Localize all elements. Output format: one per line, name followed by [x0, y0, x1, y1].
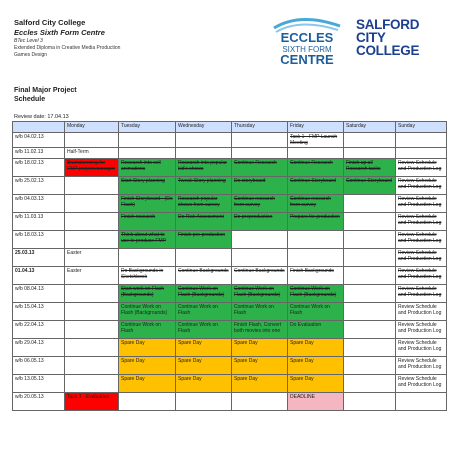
- schedule-cell: [176, 148, 232, 159]
- schedule-cell: Spare Day: [119, 357, 176, 375]
- schedule-cell: [65, 213, 119, 231]
- schedule-cell: Continue Work on Flash (Backgrounds): [119, 303, 176, 321]
- column-header: Thursday: [232, 122, 288, 133]
- schedule-cell: Spare Day: [119, 339, 176, 357]
- schedule-cell: [344, 303, 396, 321]
- week-cell: w/b 13.05.13: [13, 375, 65, 393]
- salford-logo-line3: COLLEGE: [356, 43, 420, 58]
- schedule-cell: Think about what to use to produce FMP: [119, 231, 176, 249]
- schedule-cell: Research popular shows from survey: [176, 195, 232, 213]
- schedule-cell: [176, 393, 232, 411]
- schedule-cell: [119, 148, 176, 159]
- schedule-table: [12, 121, 447, 411]
- schedule-cell: Review Schedule and Production Log: [396, 303, 447, 321]
- schedule-cell: [232, 393, 288, 411]
- unit-name: Games Design: [14, 52, 48, 58]
- schedule-cell: Continue Work on Flash (Backgrounds): [232, 285, 288, 303]
- schedule-cell: Continue Work on Flash (Backgrounds): [288, 285, 344, 303]
- schedule-cell: [344, 249, 396, 267]
- schedule-cell: [344, 339, 396, 357]
- schedule-cell: Continue Work on Flash: [176, 303, 232, 321]
- table-row: [13, 195, 447, 213]
- schedule-cell: Review Schedule and Production Log: [396, 213, 447, 231]
- schedule-cell: [288, 249, 344, 267]
- schedule-cell: Tweak Story planning: [176, 177, 232, 195]
- schedule-cell: Do Backgrounds in Sketchbook: [119, 267, 176, 285]
- table-row: [13, 321, 447, 339]
- schedule-cell: Spare Day: [288, 375, 344, 393]
- schedule-cell: Do storyboard: [232, 177, 288, 195]
- schedule-cell: [65, 231, 119, 249]
- schedule-cell: [65, 285, 119, 303]
- schedule-cell: [65, 177, 119, 195]
- schedule-cell: Spare Day: [232, 375, 288, 393]
- week-cell: w/b 11.02.13: [13, 148, 65, 159]
- schedule-cell: [344, 321, 396, 339]
- schedule-cell: Finish research: [119, 213, 176, 231]
- eccles-logo-text: SIXTH FORM: [282, 45, 332, 54]
- table-row: [13, 249, 447, 267]
- table-row: [13, 231, 447, 249]
- schedule-cell: [119, 393, 176, 411]
- project-subtitle: Schedule: [14, 96, 46, 103]
- schedule-cell: Spare Day: [288, 339, 344, 357]
- schedule-cell: Brainstorming for FMP project manager: [65, 159, 119, 177]
- salford-logo: [356, 18, 446, 66]
- schedule-cell: [344, 357, 396, 375]
- schedule-cell: [65, 321, 119, 339]
- schedule-cell: [344, 195, 396, 213]
- schedule-cell: Spare Day: [176, 375, 232, 393]
- schedule-cell: Spare Day: [119, 375, 176, 393]
- schedule-cell: [65, 375, 119, 393]
- week-cell: w/b 18.02.13: [13, 159, 65, 177]
- schedule-cell: [344, 133, 396, 148]
- schedule-cell: Review Schedule and Production Log: [396, 231, 447, 249]
- week-cell: 01.04.13: [13, 267, 65, 285]
- column-header: Sunday: [396, 122, 447, 133]
- schedule-cell: Finish Flash, Convert both movies into one: [232, 321, 288, 339]
- schedule-cell: [176, 249, 232, 267]
- schedule-cell: Do preproduction: [232, 213, 288, 231]
- schedule-cell: [65, 357, 119, 375]
- schedule-cell: [65, 133, 119, 148]
- schedule-cell: [65, 303, 119, 321]
- schedule-cell: Review Schedule and Production Log: [396, 357, 447, 375]
- column-header: Wednesday: [176, 122, 232, 133]
- column-header: [13, 122, 65, 133]
- schedule-cell: Review Schedule and Production Log: [396, 195, 447, 213]
- schedule-cell: Task 1 - FMP Launch Meeting: [288, 133, 344, 148]
- schedule-cell: Continue research from survey: [288, 195, 344, 213]
- college-name: Salford City College: [14, 18, 86, 27]
- schedule-cell: Review Schedule and Production Log: [396, 159, 447, 177]
- schedule-cell: Spare Day: [288, 357, 344, 375]
- schedule-cell: Continue Backgrounds: [232, 267, 288, 285]
- schedule-cell: [396, 133, 447, 148]
- table-row: [13, 213, 447, 231]
- schedule-cell: [119, 133, 176, 148]
- schedule-cell: [232, 231, 288, 249]
- column-header: Friday: [288, 122, 344, 133]
- table-row: [13, 375, 447, 393]
- schedule-cell: [344, 285, 396, 303]
- review-date: Review date: 17.04.13: [14, 114, 69, 120]
- schedule-cell: [288, 148, 344, 159]
- schedule-cell: Continue Backgrounds: [176, 267, 232, 285]
- schedule-cell: Task 3 - Evaluation: [65, 393, 119, 411]
- salford-logo-line1: SALFORD: [356, 17, 420, 32]
- schedule-cell: [232, 249, 288, 267]
- schedule-cell: Spare Day: [176, 357, 232, 375]
- table-row: [13, 285, 447, 303]
- schedule-cell: Review Schedule and Production Log: [396, 267, 447, 285]
- week-cell: w/b 04.03.13: [13, 195, 65, 213]
- schedule-cell: Continue Research: [232, 159, 288, 177]
- week-cell: w/b 06.05.13: [13, 357, 65, 375]
- project-heading: [14, 86, 77, 104]
- schedule-cell: [344, 267, 396, 285]
- week-cell: w/b 20.05.13: [13, 393, 65, 411]
- diploma-name: Extended Diploma in Creative Media Production: [14, 45, 121, 51]
- schedule-cell: Review Schedule and Production Log: [396, 285, 447, 303]
- schedule-cell: Do Risk Assessment: [176, 213, 232, 231]
- schedule-cell: Continue Work on Flash: [119, 321, 176, 339]
- schedule-cell: [176, 133, 232, 148]
- course-level: BTec Level 3: [14, 38, 43, 44]
- schedule-cell: Continue Work on Flash: [232, 303, 288, 321]
- schedule-cell: Continue Work on Flash: [288, 303, 344, 321]
- schedule-cell: [396, 148, 447, 159]
- table-row: [13, 339, 447, 357]
- schedule-cell: DEADLINE: [288, 393, 344, 411]
- eccles-logo-text: ECCLES: [280, 30, 334, 45]
- week-cell: w/b 15.04.13: [13, 303, 65, 321]
- schedule-cell: [344, 148, 396, 159]
- schedule-cell: Easter: [65, 249, 119, 267]
- schedule-cell: Easter: [65, 267, 119, 285]
- schedule-cell: Review Schedule and Production Log: [396, 375, 447, 393]
- table-row: [13, 159, 447, 177]
- column-header: Monday: [65, 122, 119, 133]
- schedule-cell: Start Story planning: [119, 177, 176, 195]
- schedule-cell: Review Schedule and Production Log: [396, 321, 447, 339]
- table-header-row: [13, 122, 447, 133]
- schedule-cell: [232, 148, 288, 159]
- schedule-cell: Prepare for production: [288, 213, 344, 231]
- schedule-cell: [344, 213, 396, 231]
- schedule-cell: Finish up all Research tasks: [344, 159, 396, 177]
- week-cell: w/b 29.04.13: [13, 339, 65, 357]
- schedule-cell: Review Schedule and Production Log: [396, 177, 447, 195]
- schedule-cell: Spare Day: [232, 339, 288, 357]
- schedule-cell: Start work on Flash (Backgrounds): [119, 285, 176, 303]
- schedule-cell: [396, 393, 447, 411]
- table-row: [13, 357, 447, 375]
- schedule-cell: Continue Work on Flash: [176, 321, 232, 339]
- week-cell: w/b 11.03.13: [13, 213, 65, 231]
- schedule-cell: [232, 133, 288, 148]
- schedule-cell: Review Schedule and Production Log: [396, 339, 447, 357]
- column-header: Saturday: [344, 122, 396, 133]
- schedule-cell: [65, 195, 119, 213]
- centre-name: Eccles Sixth Form Centre: [14, 28, 105, 37]
- table-row: [13, 267, 447, 285]
- schedule-cell: Continue Work on Flash (Backgrounds): [176, 285, 232, 303]
- week-cell: w/b 22.04.13: [13, 321, 65, 339]
- salford-logo-line2: CITY: [356, 30, 386, 45]
- column-header: Tuesday: [119, 122, 176, 133]
- schedule-cell: Research into cell animations: [119, 159, 176, 177]
- table-row: [13, 148, 447, 159]
- schedule-cell: Continue Research: [288, 159, 344, 177]
- schedule-cell: Finish Backgrounds: [288, 267, 344, 285]
- table-row: [13, 133, 447, 148]
- schedule-cell: Spare Day: [232, 357, 288, 375]
- schedule-cell: Research into popular kid's shows: [176, 159, 232, 177]
- table-row: [13, 393, 447, 411]
- document-header: [14, 18, 244, 59]
- table-row: [13, 177, 447, 195]
- eccles-logo: [270, 16, 344, 68]
- eccles-logo-text: CENTRE: [280, 52, 334, 67]
- project-title: Final Major Project: [14, 87, 77, 94]
- table-row: [13, 303, 447, 321]
- schedule-cell: Spare Day: [176, 339, 232, 357]
- week-cell: w/b 04.02.13: [13, 133, 65, 148]
- schedule-cell: [344, 375, 396, 393]
- schedule-cell: Continue Storyboard: [288, 177, 344, 195]
- schedule-cell: [65, 339, 119, 357]
- schedule-cell: Finish Storyboard - (Do Flash): [119, 195, 176, 213]
- schedule-cell: Continue Storyboard: [344, 177, 396, 195]
- schedule-cell: Do Evaluation: [288, 321, 344, 339]
- schedule-cell: [344, 393, 396, 411]
- schedule-cell: Review Schedule and Production Log: [396, 249, 447, 267]
- schedule-cell: [119, 249, 176, 267]
- schedule-cell: Half-Term: [65, 148, 119, 159]
- schedule-cell: Finish pre-production: [176, 231, 232, 249]
- week-cell: 25.03.13: [13, 249, 65, 267]
- week-cell: w/b 18.03.13: [13, 231, 65, 249]
- schedule-cell: Continue research from survey: [232, 195, 288, 213]
- week-cell: w/b 08.04.13: [13, 285, 65, 303]
- week-cell: w/b 25.02.13: [13, 177, 65, 195]
- schedule-cell: [344, 231, 396, 249]
- schedule-cell: [288, 231, 344, 249]
